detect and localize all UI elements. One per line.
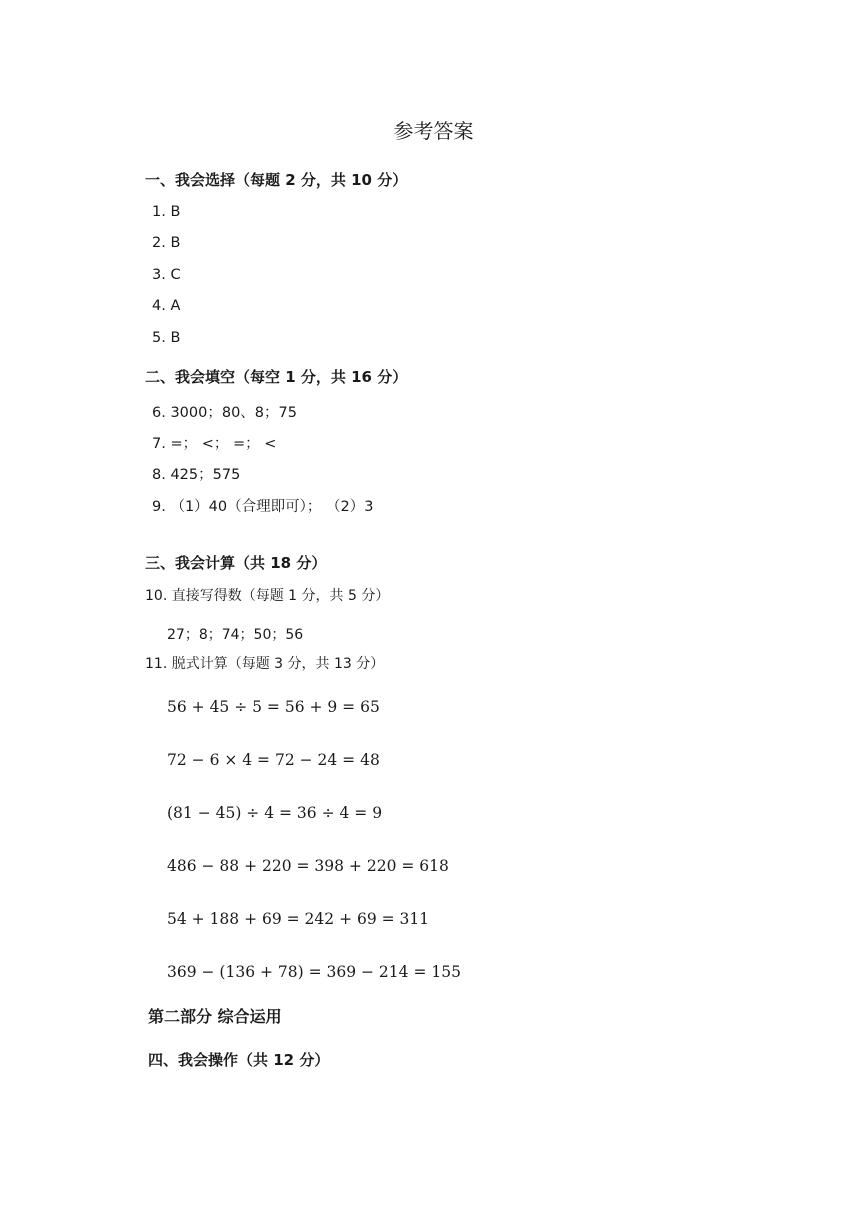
- answer-5: 5. B: [152, 330, 181, 346]
- answer-3: 3. C: [152, 267, 181, 283]
- question-10-answer: 27；8；74；50；56: [167, 627, 304, 643]
- page-title: 参考答案: [393, 119, 474, 143]
- question-11-label: 11. 脱式计算（每题 3 分，共 13 分）: [145, 656, 385, 672]
- section-1-heading: 一、我会选择（每题 2 分，共 10 分）: [145, 171, 408, 189]
- equation-2: 72 − 6 × 4 = 72 − 24 = 48: [167, 751, 380, 769]
- part-2-heading: 第二部分 综合运用: [148, 1007, 282, 1026]
- answer-9: 9. （1）40（合理即可）； （2）3: [152, 499, 374, 515]
- equation-4: 486 − 88 + 220 = 398 + 220 = 618: [167, 857, 449, 875]
- answer-8: 8. 425；575: [152, 467, 241, 483]
- answer-4: 4. A: [152, 298, 181, 314]
- section-3-heading: 三、我会计算（共 18 分）: [145, 554, 327, 572]
- equation-1: 56 + 45 ÷ 5 = 56 + 9 = 65: [167, 698, 380, 716]
- equation-3: (81 − 45) ÷ 4 = 36 ÷ 4 = 9: [167, 804, 383, 822]
- equation-5: 54 + 188 + 69 = 242 + 69 = 311: [167, 910, 430, 928]
- section-4-heading: 四、我会操作（共 12 分）: [148, 1051, 330, 1069]
- answer-7: 7. =； <； =； <: [152, 436, 277, 452]
- answer-6: 6. 3000；80、8；75: [152, 405, 297, 421]
- equation-6: 369 − (136 + 78) = 369 − 214 = 155: [167, 963, 461, 981]
- section-2-heading: 二、我会填空（每空 1 分，共 16 分）: [145, 368, 408, 386]
- answer-2: 2. B: [152, 235, 181, 251]
- question-10-label: 10. 直接写得数（每题 1 分，共 5 分）: [145, 588, 390, 604]
- answer-1: 1. B: [152, 204, 181, 220]
